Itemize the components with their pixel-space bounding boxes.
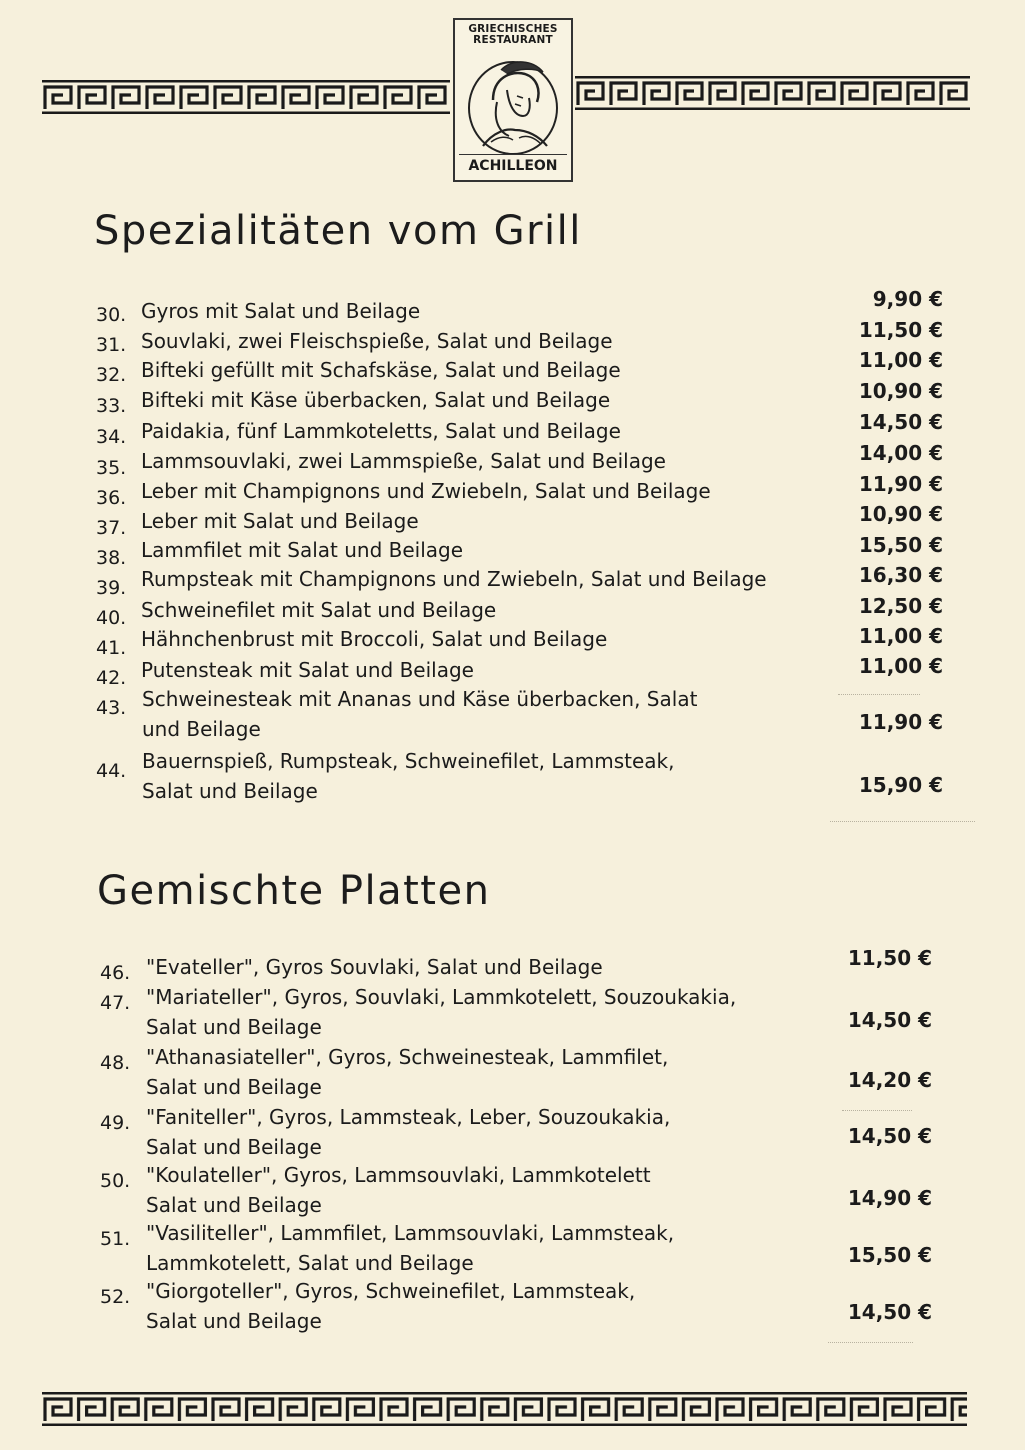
item-number: 43. [96, 697, 127, 719]
restaurant-logo [453, 18, 573, 182]
item-description: Bifteki gefüllt mit Schafskäse, Salat und Beilage [141, 358, 621, 382]
item-description: "Athanasiateller", Gyros, Schweinesteak, Lammfilet, Salat und Beilage [146, 1045, 669, 1099]
item-description: Leber mit Salat und Beilage [141, 509, 419, 533]
item-price: 11,00 € [858, 348, 943, 372]
section-title-platten: Gemischte Platten [97, 868, 491, 914]
item-number: 52. [100, 1286, 131, 1308]
item-price: 15,50 € [847, 1243, 932, 1267]
item-number: 51. [100, 1228, 131, 1250]
item-description: "Koulateller", Gyros, Lammsouvlaki, Lammkotelett Salat und Beilage [146, 1163, 651, 1217]
item-price: 12,50 € [858, 594, 943, 618]
item-description: Putensteak mit Salat und Beilage [141, 658, 474, 682]
item-number: 48. [100, 1052, 131, 1074]
item-number: 44. [96, 760, 127, 782]
item-description: "Mariateller", Gyros, Souvlaki, Lammkotelett, Souzoukakia, Salat und Beilage [146, 985, 737, 1039]
logo-name: ACHILLEON [459, 154, 567, 177]
item-price: 14,20 € [847, 1068, 932, 1092]
item-description: Bauernspieß, Rumpsteak, Schweinefilet, Lammsteak, Salat und Beilage [142, 749, 675, 803]
price-separator [842, 1110, 912, 1111]
item-price: 11,00 € [858, 624, 943, 648]
item-number: 50. [100, 1170, 131, 1192]
item-price: 14,90 € [847, 1186, 932, 1210]
price-separator [838, 694, 920, 695]
item-description: Hähnchenbrust mit Broccoli, Salat und Beilage [141, 627, 608, 651]
item-number: 33. [96, 395, 127, 417]
item-number: 42. [96, 667, 127, 689]
item-description: Rumpsteak mit Champignons und Zwiebeln, Salat und Beilage [141, 567, 767, 591]
item-description: Schweinefilet mit Salat und Beilage [141, 598, 497, 622]
item-price: 14,50 € [847, 1124, 932, 1148]
item-price: 15,90 € [858, 773, 943, 797]
item-price: 11,50 € [858, 318, 943, 342]
item-description: Schweinesteak mit Ananas und Käse überbacken, Salat und Beilage [142, 687, 698, 741]
item-number: 38. [96, 547, 127, 569]
item-price: 11,90 € [858, 472, 943, 496]
item-description: Leber mit Champignons und Zwiebeln, Salat und Beilage [141, 479, 711, 503]
item-number: 46. [100, 962, 131, 984]
item-number: 49. [100, 1112, 131, 1134]
item-price: 16,30 € [858, 563, 943, 587]
item-price: 10,90 € [858, 379, 943, 403]
item-description: "Vasiliteller", Lammfilet, Lammsouvlaki, Lammsteak, Lammkotelett, Salat und Beilage [146, 1221, 675, 1275]
item-number: 47. [100, 992, 131, 1014]
item-description: Bifteki mit Käse überbacken, Salat und Beilage [141, 388, 611, 412]
section-separator [828, 1342, 913, 1343]
item-price: 14,50 € [847, 1300, 932, 1324]
item-number: 32. [96, 364, 127, 386]
item-description: Lammsouvlaki, zwei Lammspieße, Salat und Beilage [141, 449, 666, 473]
item-number: 35. [96, 457, 127, 479]
item-number: 40. [96, 607, 127, 629]
item-price: 10,90 € [858, 502, 943, 526]
section-title-grill: Spezialitäten vom Grill [94, 208, 582, 254]
item-number: 36. [96, 487, 127, 509]
item-number: 39. [96, 577, 127, 599]
logo-line-2: RESTAURANT [473, 34, 553, 46]
item-price: 14,00 € [858, 441, 943, 465]
greek-key-border-bottom [42, 1392, 967, 1426]
item-description: "Evateller", Gyros Souvlaki, Salat und Beilage [146, 955, 603, 979]
item-number: 41. [96, 637, 127, 659]
item-number: 37. [96, 517, 127, 539]
item-price: 15,50 € [858, 533, 943, 557]
item-description: Souvlaki, zwei Fleischspieße, Salat und Beilage [141, 329, 613, 353]
item-price: 14,50 € [847, 1008, 932, 1032]
item-number: 30. [96, 304, 127, 326]
item-price: 11,50 € [847, 946, 932, 970]
item-number: 31. [96, 334, 127, 356]
item-description: Gyros mit Salat und Beilage [141, 299, 421, 323]
item-number: 34. [96, 426, 127, 448]
item-description: Paidakia, fünf Lammkoteletts, Salat und Beilage [141, 419, 621, 443]
item-description: "Giorgoteller", Gyros, Schweinefilet, Lammsteak, Salat und Beilage [146, 1279, 636, 1333]
item-description: "Faniteller", Gyros, Lammsteak, Leber, Souzoukakia, Salat und Beilage [146, 1105, 671, 1159]
warrior-helmet-icon [463, 50, 563, 158]
item-description: Lammfilet mit Salat und Beilage [141, 538, 464, 562]
logo-line-1: GRIECHISCHES [468, 23, 558, 35]
greek-key-border-top-left [42, 80, 450, 114]
section-separator [830, 821, 975, 822]
item-price: 11,90 € [858, 710, 943, 734]
item-price: 9,90 € [872, 287, 943, 311]
item-price: 11,00 € [858, 654, 943, 678]
greek-key-border-top-right [575, 76, 970, 110]
item-price: 14,50 € [858, 410, 943, 434]
